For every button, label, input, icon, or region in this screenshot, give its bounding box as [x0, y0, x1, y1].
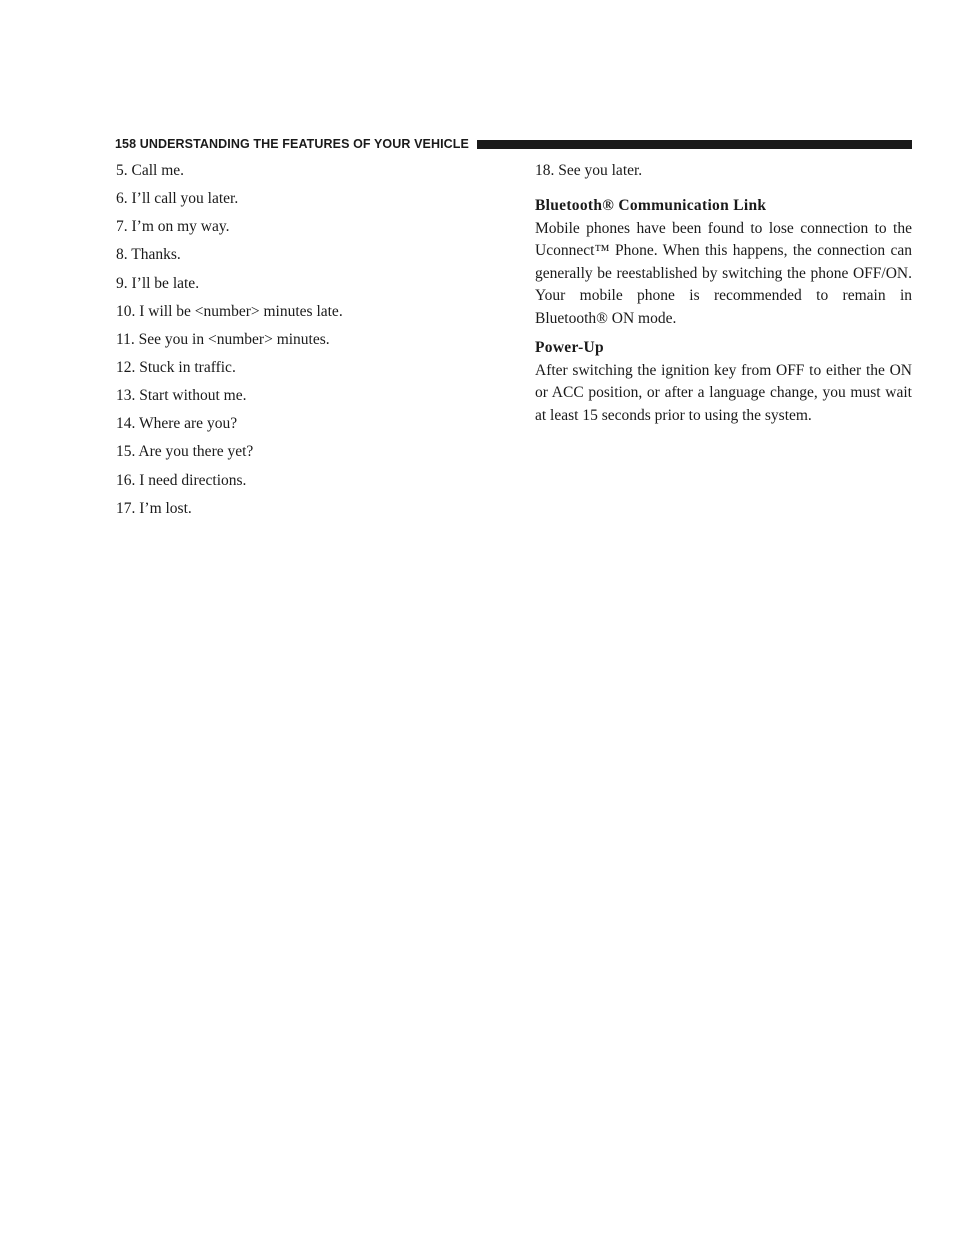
list-item: 5. Call me. — [116, 162, 185, 179]
header-rule — [477, 140, 912, 149]
section-title: Power-Up — [535, 339, 604, 357]
list-item: 9. I’ll be late. — [116, 274, 200, 292]
bluetooth-section — [535, 195, 912, 330]
list-item: 8. Thanks. — [116, 246, 181, 264]
list-item: 18. See you later. — [535, 162, 643, 179]
section-body: Mobile phones have been found to lose connection to the Uconnect™ Phone. When this happens, the connection can generally be reestablished by switching the phone OFF/ON. Your mobile phone is recommended to remain in Bluetooth® ON mode. — [535, 219, 912, 327]
section-body: After switching the ignition key from OFF to either the ON or ACC position, or after a language change, you must wait at least 15 seconds prior to using the system. — [535, 361, 912, 424]
list-item: 17. I’m lost. — [116, 499, 192, 517]
list-item: 10. I will be <number> minutes late. — [116, 302, 343, 320]
list-item: 13. Start without me. — [116, 387, 247, 405]
list-item: 15. Are you there yet? — [116, 443, 254, 461]
right-column — [535, 160, 912, 427]
list-item: 7. I’m on my way. — [116, 218, 230, 236]
left-column — [116, 160, 496, 526]
page-header-text: 158 UNDERSTANDING THE FEATURES OF YOUR VEHICLE — [115, 137, 469, 151]
list-item: 6. I’ll call you later. — [116, 190, 239, 208]
power-up-section — [535, 337, 912, 427]
list-item: 12. Stuck in traffic. — [116, 358, 236, 376]
section-title: Bluetooth® Communication Link — [535, 197, 767, 215]
list-item: 11. See you in <number> minutes. — [116, 330, 330, 348]
list-item: 16. I need directions. — [116, 471, 247, 489]
page-header — [115, 137, 912, 151]
list-item: 14. Where are you? — [116, 415, 238, 433]
